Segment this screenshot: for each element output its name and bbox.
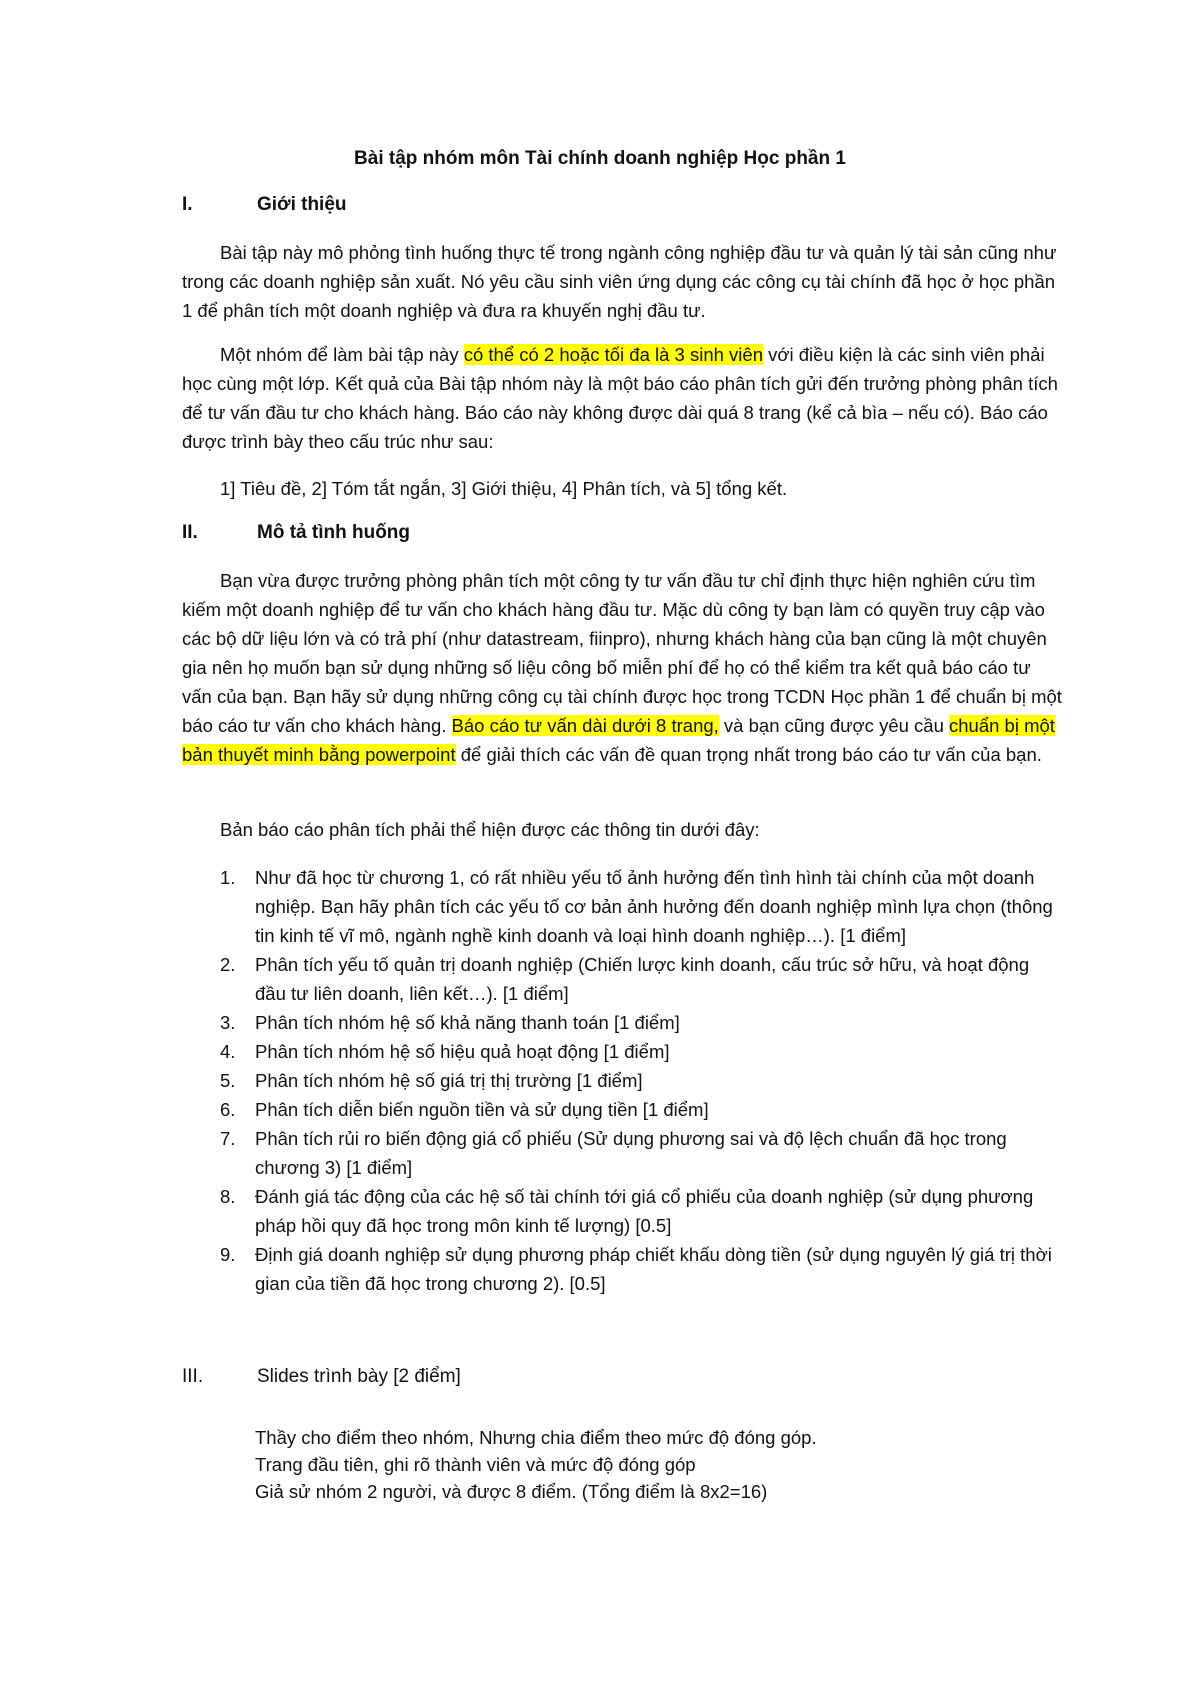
section-title: Mô tả tình huống (257, 522, 411, 543)
list-text: Phân tích nhóm hệ số khả năng thanh toán [1 điểm] (255, 1012, 680, 1033)
slides-notes (255, 1424, 1075, 1505)
text-run: để giải thích các vấn đề quan trọng nhất trong báo cáo tư vấn của bạn. (455, 744, 1042, 765)
section-title: Slides trình bày [2 điểm] (257, 1366, 461, 1387)
intro-paragraph-2 (182, 340, 1062, 456)
list-text: Phân tích rủi ro biến động giá cổ phiếu (Sử dụng phương sai và độ lệch chuẩn đã học trong chương 3) [1 điểm] (255, 1128, 1007, 1178)
list-number: 3. (220, 1012, 236, 1033)
list-text: Phân tích nhóm hệ số giá trị thị trường [1 điểm] (255, 1070, 643, 1091)
section-heading-intro (182, 194, 347, 216)
list-item (182, 863, 1062, 950)
section-heading-slides (182, 1366, 461, 1388)
list-item (182, 1124, 1062, 1182)
text-run: và bạn cũng được yêu cầu (718, 715, 950, 736)
section-title: Giới thiệu (257, 194, 347, 215)
requirements-list (182, 863, 1062, 1298)
list-item (182, 1182, 1062, 1240)
text-run: Một nhóm để làm bài tập này (220, 344, 464, 365)
list-number: 2. (220, 954, 236, 975)
text-run: Bạn vừa được trưởng phòng phân tích một công ty tư vấn đầu tư chỉ định thực hiện nghiên cứu tìm kiếm một doanh nghiệp để tư vấn cho khách hàng đầu tư. Mặc dù công ty bạn làm có quyền truy cập vào các bộ dữ liệu lớn và có trả phí (như datastream, fiinpro), nhưng khách hàng của bạn cũng là một chuyên gia nên họ muốn bạn sử dụng những số liệu công bố miễn phí để họ có thể kiểm tra kết quả báo cáo tư vấn của bạn. Bạn hãy sử dụng những công cụ tài chính được học trong TCDN Học phần 1 để chuẩn bị một báo cáo tư vấn cho khách hàng. (182, 570, 1062, 736)
list-item (182, 1037, 1062, 1066)
list-number: 4. (220, 1041, 236, 1062)
list-item (182, 1240, 1062, 1298)
list-number: 7. (220, 1128, 236, 1149)
section-number: II. (182, 522, 198, 543)
situation-paragraph-1 (182, 566, 1062, 769)
list-text: Đánh giá tác động của các hệ số tài chính tới giá cổ phiếu của doanh nghiệp (sử dụng phương pháp hồi quy đã học trong môn kinh tế lượng) [0.5] (255, 1186, 1034, 1236)
section-number: III. (182, 1366, 204, 1387)
highlighted-text: có thể có 2 hoặc tối đa là 3 sinh viên (463, 344, 763, 365)
list-item (182, 1066, 1062, 1095)
section-number: I. (182, 194, 193, 215)
situation-paragraph-2: Bản báo cáo phân tích phải thể hiện được các thông tin dưới đây: (220, 819, 760, 840)
list-item (182, 1008, 1062, 1037)
intro-paragraph-1: Bài tập này mô phỏng tình huống thực tế trong ngành công nghiệp đầu tư và quản lý tài sản cũng như trong các doanh nghiệp sản xuất. Nó yêu cầu sinh viên ứng dụng các công cụ tài chính đã học ở học phần 1 để phân tích một doanh nghiệp và đưa ra khuyến nghị đầu tư. (182, 242, 1057, 321)
list-number: 6. (220, 1099, 236, 1120)
list-number: 8. (220, 1186, 236, 1207)
highlighted-text: chuẩn bị một bản thuyết minh bằng powerpoint (182, 715, 1055, 765)
list-text: Phân tích diễn biến nguồn tiền và sử dụng tiền [1 điểm] (255, 1099, 709, 1120)
note-line: Trang đầu tiên, ghi rõ thành viên và mức độ đóng góp (255, 1454, 696, 1475)
note-line: Thầy cho điểm theo nhóm, Nhưng chia điểm theo mức độ đóng góp. (255, 1427, 817, 1448)
section-heading-situation (182, 522, 410, 544)
list-text: Phân tích nhóm hệ số hiệu quả hoạt động [1 điểm] (255, 1041, 670, 1062)
list-number: 9. (220, 1244, 236, 1265)
report-structure: 1] Tiêu đề, 2] Tóm tắt ngắn, 3] Giới thiệu, 4] Phân tích, và 5] tổng kết. (220, 478, 788, 499)
note-line: Giả sử nhóm 2 người, và được 8 điểm. (Tổng điểm là 8x2=16) (255, 1481, 768, 1502)
list-text: Phân tích yếu tố quản trị doanh nghiệp (Chiến lược kinh doanh, cấu trúc sở hữu, và hoạt động đầu tư liên doanh, liên kết…). [1 điểm] (255, 954, 1030, 1004)
list-number: 1. (220, 867, 236, 888)
document-title: Bài tập nhóm môn Tài chính doanh nghiệp Học phần 1 (354, 148, 846, 169)
text-run: với điều kiện là các sinh viên phải học cùng một lớp. Kết quả của Bài tập nhóm này là một báo cáo phân tích gửi đến trưởng phòng phân tích để tư vấn đầu tư cho khách hàng. Báo cáo này không được dài quá 8 trang (kể cả bìa – nếu có). Báo cáo được trình bày theo cấu trúc như sau: (182, 344, 1058, 452)
list-item (182, 1095, 1062, 1124)
highlighted-text: Báo cáo tư vấn dài dưới 8 trang, (451, 715, 719, 736)
list-number: 5. (220, 1070, 236, 1091)
list-text: Định giá doanh nghiệp sử dụng phương pháp chiết khấu dòng tiền (sử dụng nguyên lý giá trị thời gian của tiền đã học trong chương 2). [0.5] (255, 1244, 1052, 1294)
list-text: Như đã học từ chương 1, có rất nhiều yếu tố ảnh hưởng đến tình hình tài chính của một doanh nghiệp. Bạn hãy phân tích các yếu tố cơ bản ảnh hưởng đến doanh nghiệp mình lựa chọn (thông tin kinh tế vĩ mô, ngành nghề kinh doanh và loại hình doanh nghiệp…). [1 điểm] (255, 867, 1053, 946)
list-item (182, 950, 1062, 1008)
